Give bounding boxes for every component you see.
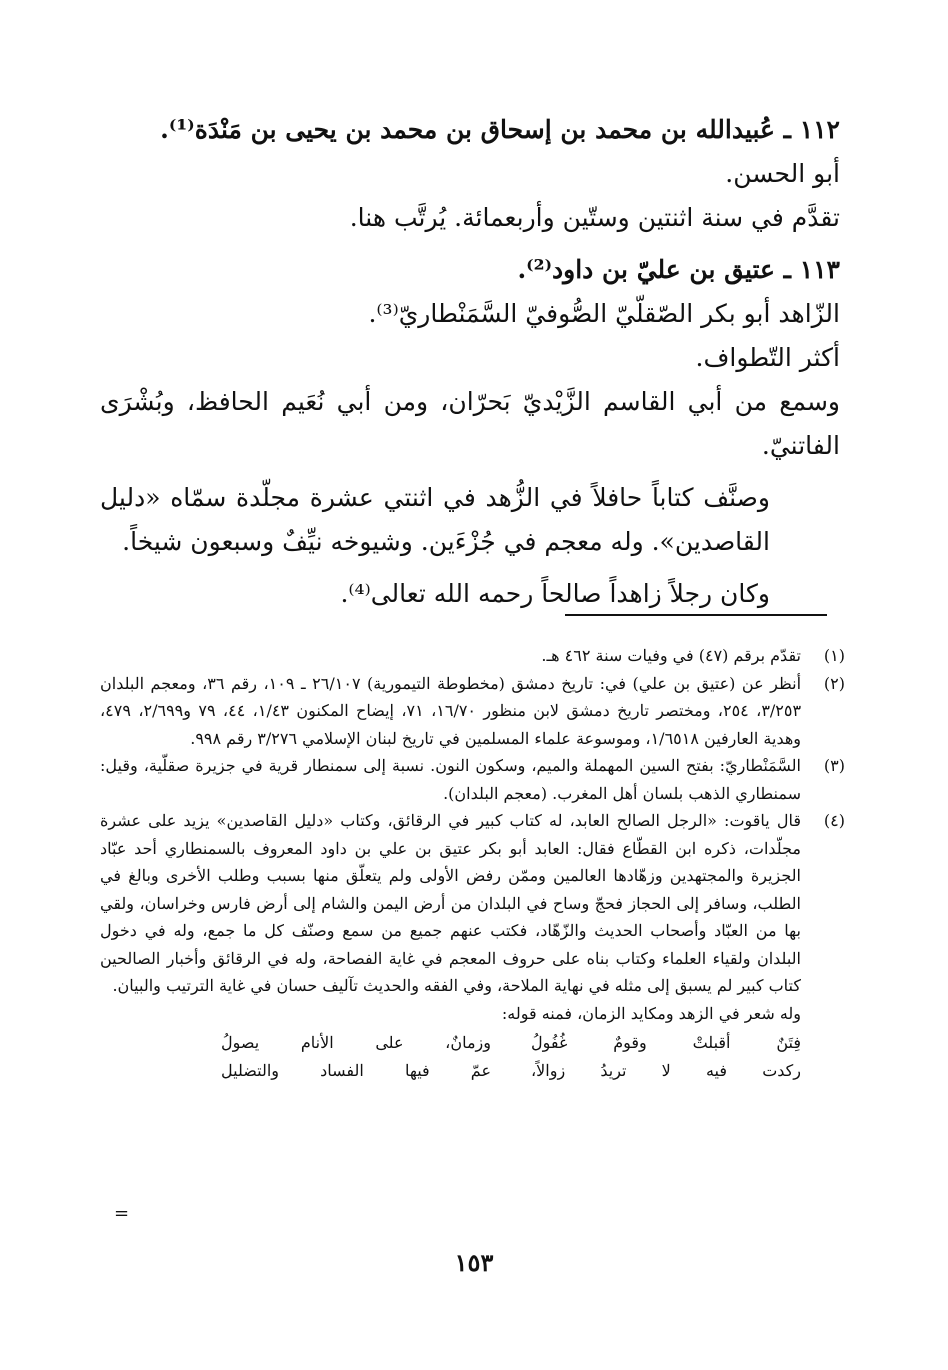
footnote-text: تقدّم برقم (٤٧) في وفيات سنة ٤٦٢ هـ.: [541, 646, 801, 665]
entry-112-note: تقدَّم في سنة اثنتين وستّين وأربعمائة. يُرتَّب هنا.: [349, 203, 840, 232]
footnote-3: [100, 752, 845, 807]
page-number: ١٥٣: [454, 1248, 494, 1277]
poem: [100, 1029, 801, 1084]
footnote-number: (١): [823, 646, 845, 665]
footnote-text-poem-intro: وله شعر في الزهد ومكايد الزمان، فمنه قوله:: [501, 1003, 801, 1023]
footnote-4: [100, 807, 845, 1084]
footnote-2: [100, 670, 845, 753]
main-text: [100, 108, 840, 616]
footnote-number: (٤): [823, 811, 845, 830]
verse-first-hemistich: فِتَنٌ أقبلتْ وقومٌ غُفُولُ: [531, 1033, 801, 1052]
continuation-mark: =: [114, 1203, 130, 1224]
poem-verse: [100, 1057, 801, 1085]
entry-112-kunya: أبو الحسن.: [725, 159, 840, 188]
verse-second-hemistich: وزمانٌ، على الأنام يصولُ: [221, 1033, 491, 1052]
poem-verse: [100, 1029, 801, 1057]
footnote-text: السَّمَنْطاريّ: بفتح السين المهملة والميم، وسكون النون. نسبة إلى سمنطار قرية في جزيرة صقلّية، وقيل: سمنطاري الذهب بلسان أهل المغرب. (معجم البلدان).: [100, 756, 801, 803]
footnote-text: قال ياقوت: «الرجل الصالح العابد، له كتاب كبير في الرقائق، وكتاب «دليل القاصدين» يزيد على عشرة مجلّدات، ذكره ابن القطّاع فقال: العابد أبو بكر عتيق بن علي بن داود المعروف بالسمنطاري أحد عبّاد الجزيرة والمجتهدين وزهّادها العالمين وممّن رفض الأولى ولم يتعلّق منها بسبب وطلب الأخرى وبالغ في الطلب، وسافر إلى الحجاز فحجّ وساح في البلدان من أرض اليمن والشام إلى أرض فارس وخراسان، ولقي بها من العبّاد وأصحاب الحديث والزّهّاد، فكتب عنهم جميع من سمع وصنّف كل ما جمع، وله في دخول البلدان ولقياء العلماء وكتاب بناه على حروف المعجم في غاية الفصاحة، وله في الرقائق وأخبار الصالحين كتاب كبير لم يسبق إلى مثله في نهاية الملاحة، وفي الفقه والحديث تآليف حسان في غاية الترتيب والبيان.: [100, 811, 802, 995]
entry-113-kunya: الزّاهد أبو بكر الصّقلّيّ الصُّوفيّ السَّمَنْطاريّ⁽³⁾.: [368, 299, 840, 328]
entry-113-heading: ١١٣ ـ عتيق بن عليّ بن داود⁽²⁾.: [517, 255, 840, 284]
footnote-number: (٢): [823, 673, 845, 693]
footnotes: [100, 642, 845, 1084]
footnote-number: (٣): [823, 756, 845, 775]
verse-first-hemistich: ركدت فيه لا تريدُ زوالاً،: [531, 1060, 801, 1080]
entry-113-teachers: وسمع من أبي القاسم الزَّيْديّ بَحرّان، ومن أبي نُعَيم الحافظ، وبُشْرَى الفاتنيّ.: [100, 387, 840, 460]
footnote-text: أنظر عن (عتيق بن علي) في: تاريخ دمشق (مخطوطة التيمورية) ٢٦/١٠٧ ـ ١٠٩، رقم ٣٦، ومعجم البلدان ٣/٢٥٣، ٢٥٤، ومختصر تاريخ دمشق لابن منظور ١٦/٧٠، ٧١، إيضاح المكنون ١/٤٣، ٤٤، ٧٩ و٢/٦٩٩، ٤٧٩، وهدية العارفين ١/٦٥١٨، وموسوعة علماء المسلمين في تاريخ لبنان الإسلامي ٣/٢٧٦ رقم ٩٩٨.: [100, 673, 802, 748]
footnote-1: [100, 642, 845, 670]
entry-113-travel: أكثر التّطواف.: [695, 343, 840, 372]
entry-112-heading: ١١٢ ـ عُبيدالله بن محمد بن إسحاق بن محمد بن يحيى بن مَنْدَة⁽¹⁾.: [160, 115, 840, 144]
entry-113-works: وصنَّف كتاباً حافلاً في الزُّهد في اثنتي عشرة مجلّدة سمّاه «دليل القاصدين». وله معجم في جُزْءَين. وشيوخه نيِّفٌ وسبعون شيخاً.: [100, 483, 770, 556]
entry-113-closing: وكان رجلاً زاهداً صالحاً رحمه الله تعالى⁽⁴⁾.: [340, 579, 770, 608]
verse-second-hemistich: عمّ فيها الفساد والتضليل: [221, 1060, 491, 1080]
footnote-divider: [565, 614, 827, 616]
